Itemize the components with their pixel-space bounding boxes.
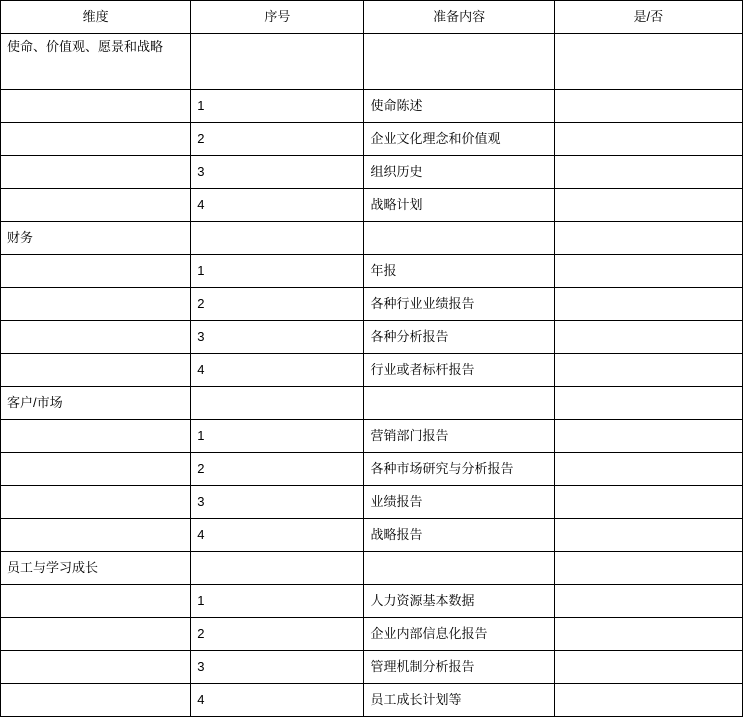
cell-content: 组织历史 xyxy=(364,156,554,189)
table-row xyxy=(1,684,743,717)
cell-number: 2 xyxy=(191,618,364,651)
column-header-yesno: 是/否 xyxy=(554,1,742,34)
cell-content: 年报 xyxy=(364,255,554,288)
cell-yesno[interactable] xyxy=(554,255,742,288)
cell-dimension: 财务 xyxy=(1,222,191,255)
table-row xyxy=(1,90,743,123)
cell-content: 营销部门报告 xyxy=(364,420,554,453)
column-header-number: 序号 xyxy=(191,1,364,34)
cell-content xyxy=(364,387,554,420)
column-header-dimension: 维度 xyxy=(1,1,191,34)
table-row xyxy=(1,585,743,618)
table-row xyxy=(1,156,743,189)
cell-content: 企业内部信息化报告 xyxy=(364,618,554,651)
cell-number: 1 xyxy=(191,255,364,288)
cell-number: 3 xyxy=(191,651,364,684)
cell-content: 员工成长计划等 xyxy=(364,684,554,717)
cell-dimension xyxy=(1,651,191,684)
cell-yesno[interactable] xyxy=(554,156,742,189)
cell-content: 管理机制分析报告 xyxy=(364,651,554,684)
cell-content: 各种市场研究与分析报告 xyxy=(364,453,554,486)
cell-yesno[interactable] xyxy=(554,354,742,387)
cell-content: 企业文化理念和价值观 xyxy=(364,123,554,156)
cell-yesno[interactable] xyxy=(554,552,742,585)
table-row xyxy=(1,519,743,552)
cell-number: 3 xyxy=(191,486,364,519)
table-row xyxy=(1,651,743,684)
cell-content: 使命陈述 xyxy=(364,90,554,123)
cell-yesno[interactable] xyxy=(554,684,742,717)
cell-dimension: 员工与学习成长 xyxy=(1,552,191,585)
cell-yesno[interactable] xyxy=(554,123,742,156)
cell-number: 1 xyxy=(191,420,364,453)
table-row xyxy=(1,123,743,156)
cell-yesno[interactable] xyxy=(554,486,742,519)
cell-number: 4 xyxy=(191,684,364,717)
cell-yesno[interactable] xyxy=(554,90,742,123)
table-row xyxy=(1,288,743,321)
cell-dimension: 客户/市场 xyxy=(1,387,191,420)
cell-content: 战略报告 xyxy=(364,519,554,552)
cell-content: 业绩报告 xyxy=(364,486,554,519)
cell-number: 2 xyxy=(191,288,364,321)
cell-dimension xyxy=(1,321,191,354)
table-body xyxy=(1,34,743,717)
cell-dimension xyxy=(1,354,191,387)
table-row xyxy=(1,618,743,651)
cell-number: 2 xyxy=(191,123,364,156)
table-row xyxy=(1,34,743,90)
cell-dimension xyxy=(1,684,191,717)
cell-dimension xyxy=(1,288,191,321)
cell-yesno[interactable] xyxy=(554,288,742,321)
cell-number xyxy=(191,34,364,90)
cell-dimension xyxy=(1,420,191,453)
table-row xyxy=(1,387,743,420)
table-row xyxy=(1,486,743,519)
cell-content: 各种行业业绩报告 xyxy=(364,288,554,321)
cell-number: 2 xyxy=(191,453,364,486)
cell-dimension xyxy=(1,519,191,552)
table-row xyxy=(1,453,743,486)
cell-dimension xyxy=(1,585,191,618)
cell-yesno[interactable] xyxy=(554,387,742,420)
cell-number: 1 xyxy=(191,585,364,618)
table-row xyxy=(1,255,743,288)
cell-content xyxy=(364,34,554,90)
cell-yesno[interactable] xyxy=(554,519,742,552)
cell-number: 4 xyxy=(191,519,364,552)
table-row xyxy=(1,354,743,387)
cell-dimension xyxy=(1,255,191,288)
cell-content: 各种分析报告 xyxy=(364,321,554,354)
cell-yesno[interactable] xyxy=(554,618,742,651)
table-header-row xyxy=(1,1,743,34)
table-row xyxy=(1,189,743,222)
cell-yesno[interactable] xyxy=(554,420,742,453)
cell-number: 3 xyxy=(191,321,364,354)
cell-dimension xyxy=(1,90,191,123)
cell-number: 3 xyxy=(191,156,364,189)
cell-content: 战略计划 xyxy=(364,189,554,222)
cell-content xyxy=(364,552,554,585)
table-row xyxy=(1,222,743,255)
cell-yesno[interactable] xyxy=(554,585,742,618)
table-row xyxy=(1,321,743,354)
cell-dimension xyxy=(1,123,191,156)
cell-number: 4 xyxy=(191,354,364,387)
cell-dimension xyxy=(1,189,191,222)
table-header xyxy=(1,1,743,34)
cell-dimension xyxy=(1,156,191,189)
cell-number: 4 xyxy=(191,189,364,222)
cell-number xyxy=(191,222,364,255)
cell-dimension xyxy=(1,486,191,519)
cell-content xyxy=(364,222,554,255)
column-header-content: 准备内容 xyxy=(364,1,554,34)
cell-dimension xyxy=(1,618,191,651)
cell-content: 行业或者标杆报告 xyxy=(364,354,554,387)
cell-dimension: 使命、价值观、愿景和战略 xyxy=(1,34,191,90)
cell-number xyxy=(191,387,364,420)
cell-number: 1 xyxy=(191,90,364,123)
table-row xyxy=(1,420,743,453)
cell-yesno[interactable] xyxy=(554,651,742,684)
cell-content: 人力资源基本数据 xyxy=(364,585,554,618)
cell-yesno[interactable] xyxy=(554,222,742,255)
cell-number xyxy=(191,552,364,585)
cell-yesno[interactable] xyxy=(554,453,742,486)
cell-yesno[interactable] xyxy=(554,34,742,90)
cell-yesno[interactable] xyxy=(554,189,742,222)
cell-yesno[interactable] xyxy=(554,321,742,354)
cell-dimension xyxy=(1,453,191,486)
table-row xyxy=(1,552,743,585)
